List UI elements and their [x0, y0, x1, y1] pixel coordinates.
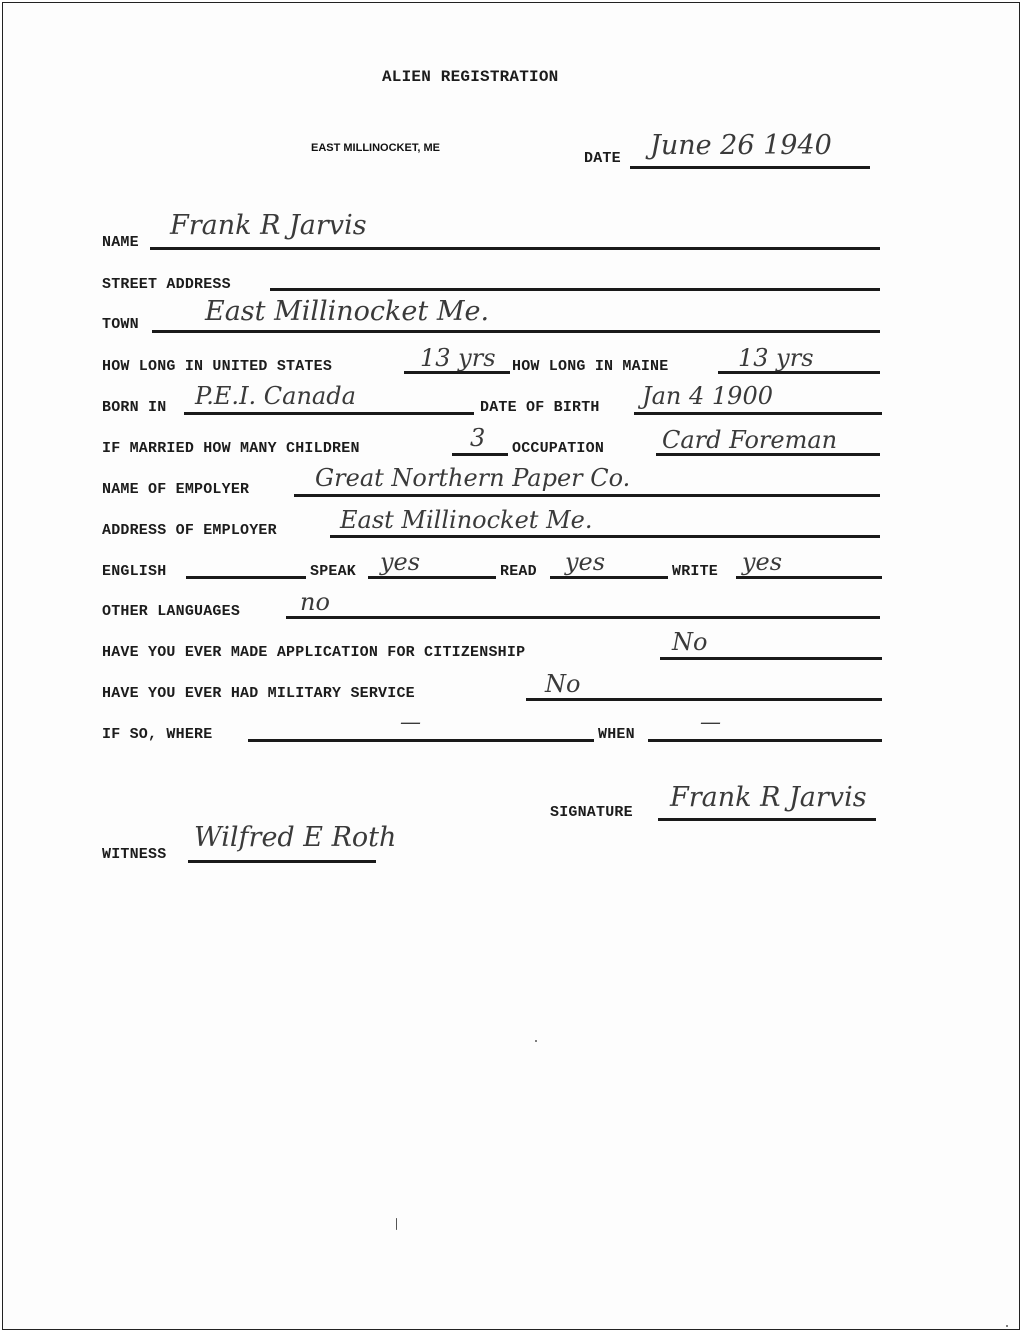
how-long-maine-value[interactable]: 13 yrs: [738, 344, 814, 372]
citizenship-line: [660, 657, 882, 660]
where-line: [248, 739, 594, 742]
name-label: NAME: [102, 234, 139, 251]
employer-name-value[interactable]: Great Northern Paper Co.: [315, 464, 631, 492]
other-languages-line: [286, 616, 880, 619]
write-line: [736, 576, 882, 579]
when-line: [648, 739, 882, 742]
town-line: [152, 330, 880, 333]
write-value[interactable]: yes: [742, 548, 783, 576]
read-value[interactable]: yes: [565, 548, 606, 576]
how-long-us-value[interactable]: 13 yrs: [420, 344, 496, 372]
military-label: HAVE YOU EVER HAD MILITARY SERVICE: [102, 685, 415, 702]
other-languages-value[interactable]: no: [300, 588, 330, 616]
speak-value[interactable]: yes: [380, 548, 421, 576]
children-label: IF MARRIED HOW MANY CHILDREN: [102, 440, 360, 457]
employer-address-label: ADDRESS OF EMPLOYER: [102, 522, 277, 539]
other-languages-label: OTHER LANGUAGES: [102, 603, 241, 620]
witness-value[interactable]: Wilfred E Roth: [194, 822, 397, 853]
date-of-birth-value[interactable]: Jan 4 1900: [642, 382, 773, 410]
english-line: [186, 576, 306, 579]
signature-line: [658, 818, 876, 821]
employer-address-value[interactable]: East Millinocket Me.: [340, 506, 593, 534]
citizenship-label: HAVE YOU EVER MADE APPLICATION FOR CITIZENSHIP: [102, 644, 526, 661]
town-value[interactable]: East Millinocket Me.: [205, 296, 490, 327]
write-label: WRITE: [672, 563, 719, 580]
how-long-maine-label: HOW LONG IN MAINE: [512, 358, 669, 375]
form-sheet: [2, 2, 1020, 1330]
date-line: [630, 166, 870, 169]
scan-speck: [396, 1218, 397, 1230]
children-line: [452, 453, 508, 456]
date-value[interactable]: June 26 1940: [650, 130, 832, 161]
witness-line: [188, 860, 376, 863]
read-line: [550, 576, 668, 579]
citizenship-value[interactable]: No: [672, 628, 708, 656]
town-label: TOWN: [102, 316, 139, 333]
when-value[interactable]: —: [700, 710, 721, 734]
office-stamp: EAST MILLINOCKET, ME: [311, 142, 440, 154]
form-title: ALIEN REGISTRATION: [382, 68, 559, 86]
signature-label: SIGNATURE: [550, 804, 633, 821]
signature-value[interactable]: Frank R Jarvis: [670, 782, 867, 813]
date-of-birth-line: [634, 412, 882, 415]
street-address-line: [270, 288, 880, 291]
employer-name-label: NAME OF EMPOLYER: [102, 481, 250, 498]
employer-address-line: [330, 535, 880, 538]
date-label: DATE: [584, 150, 621, 167]
when-label: WHEN: [598, 726, 635, 743]
children-value[interactable]: 3: [470, 424, 486, 452]
speak-line: [368, 576, 496, 579]
employer-name-line: [294, 494, 880, 497]
military-value[interactable]: No: [545, 670, 581, 698]
street-address-label: STREET ADDRESS: [102, 276, 231, 293]
where-value[interactable]: —: [400, 710, 421, 734]
born-in-label: BORN IN: [102, 399, 167, 416]
read-label: READ: [500, 563, 537, 580]
name-line: [150, 247, 880, 250]
how-long-us-label: HOW LONG IN UNITED STATES: [102, 358, 333, 375]
english-label: ENGLISH: [102, 563, 167, 580]
date-of-birth-label: DATE OF BIRTH: [480, 399, 600, 416]
occupation-label: OCCUPATION: [512, 440, 605, 457]
if-so-where-label: IF SO, WHERE: [102, 726, 213, 743]
name-value[interactable]: Frank R Jarvis: [170, 210, 367, 241]
military-line: [526, 698, 882, 701]
scan-speck: [1006, 1325, 1008, 1327]
witness-label: WITNESS: [102, 846, 167, 863]
scan-speck: [535, 1040, 537, 1042]
speak-label: SPEAK: [310, 563, 357, 580]
occupation-value[interactable]: Card Foreman: [662, 426, 838, 454]
born-in-line: [184, 412, 474, 415]
born-in-value[interactable]: P.E.I. Canada: [195, 382, 356, 410]
